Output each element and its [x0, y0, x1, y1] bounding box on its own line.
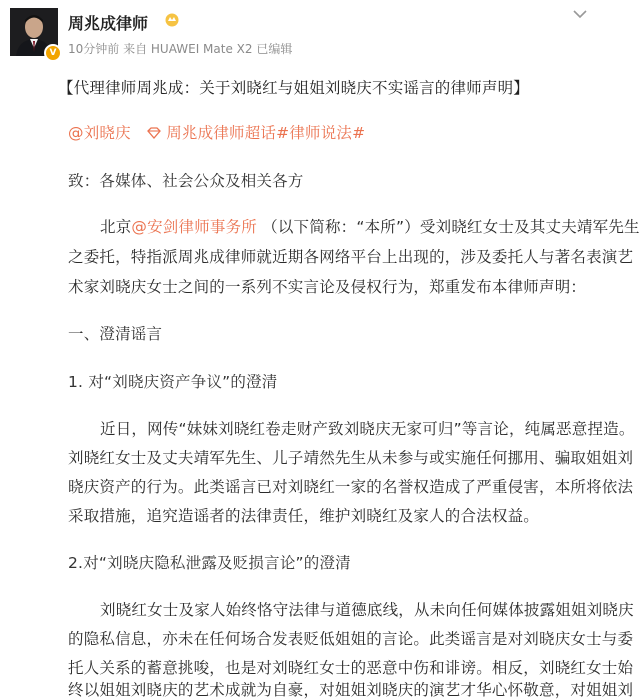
chevron-down-icon[interactable]: [572, 8, 588, 20]
paragraph-line: 采取措施，追究造谣者的法律责任，维护刘晓红及家人的合法权益。: [68, 507, 540, 525]
post-title: 【代理律师周兆成：关于刘晓红与姐姐刘晓庆不实谣言的律师声明】: [58, 79, 530, 97]
subheading-2: 2.对“刘晓庆隐私泄露及贬损言论”的澄清: [68, 554, 351, 572]
paragraph-line-partial: 终以姐姐刘晓庆的艺术成就为自豪，对姐姐刘晓庆的演艺才华心怀敬意，对姐姐刘: [68, 681, 634, 699]
author-name[interactable]: 周兆成律师: [68, 14, 149, 33]
intro-line-3: 术家刘晓庆女士之间的一系列不实言论及侵权行为，郑重发布本律师声明：: [68, 278, 587, 296]
addressee-line: 致：各媒体、社会公众及相关各方: [68, 172, 304, 190]
post-meta: 10分钟前 来自 HUAWEI Mate X2 已编辑: [68, 42, 293, 56]
topic-link[interactable]: 周兆成律师超话#律师说法#: [166, 124, 366, 142]
tag-line: [68, 121, 365, 143]
section-heading: 一、澄清谣言: [68, 325, 163, 343]
super-topic-icon: [147, 127, 161, 139]
intro-line-2: 之委托，特指派周兆成律师就近期各网络平台上出现的，涉及委托人与著名表演艺: [68, 248, 634, 266]
law-firm-link[interactable]: @安剑律师事务所: [131, 218, 258, 236]
paragraph-line: [68, 678, 634, 699]
intro-line-1: [100, 215, 640, 237]
paragraph-line: 的隐私信息，亦未在任何场合发表贬低姐姐的言论。此类谣言是对刘晓庆女士与委: [68, 630, 634, 648]
intro-prefix: 北京: [100, 218, 132, 236]
paragraph-line: 近日，网传“妹妹刘晓红卷走财产致刘晓庆无家可归”等言论，纯属恶意捏造。: [100, 420, 635, 438]
post-header: [0, 0, 600, 66]
paragraph-line: 刘晓红女士及丈夫靖军先生、儿子靖然先生从未参与或实施任何挪用、骗取姐姐刘: [68, 449, 634, 467]
mention-link[interactable]: @刘晓庆: [68, 124, 131, 142]
paragraph-line: 刘晓红女士及家人始终恪守法律与道德底线，从未向任何媒体披露姐姐刘晓庆: [100, 601, 634, 619]
verified-badge-icon: V: [44, 44, 62, 62]
subheading-1: 1. 对“刘晓庆资产争议”的澄清: [68, 373, 278, 391]
super-fan-badge-icon: [163, 12, 181, 28]
paragraph-line: 晓庆资产的行为。此类谣言已对刘晓红一家的名誉权造成了严重侵害，本所将依法: [68, 478, 634, 496]
paragraph-line: 托人关系的蓄意挑唆，也是对刘晓红女士的恶意中伤和诽谤。相反，刘晓红女士始: [68, 659, 634, 677]
intro-rest: （以下简称：“本所”）受刘晓红女士及其丈夫靖军先生: [262, 218, 640, 236]
